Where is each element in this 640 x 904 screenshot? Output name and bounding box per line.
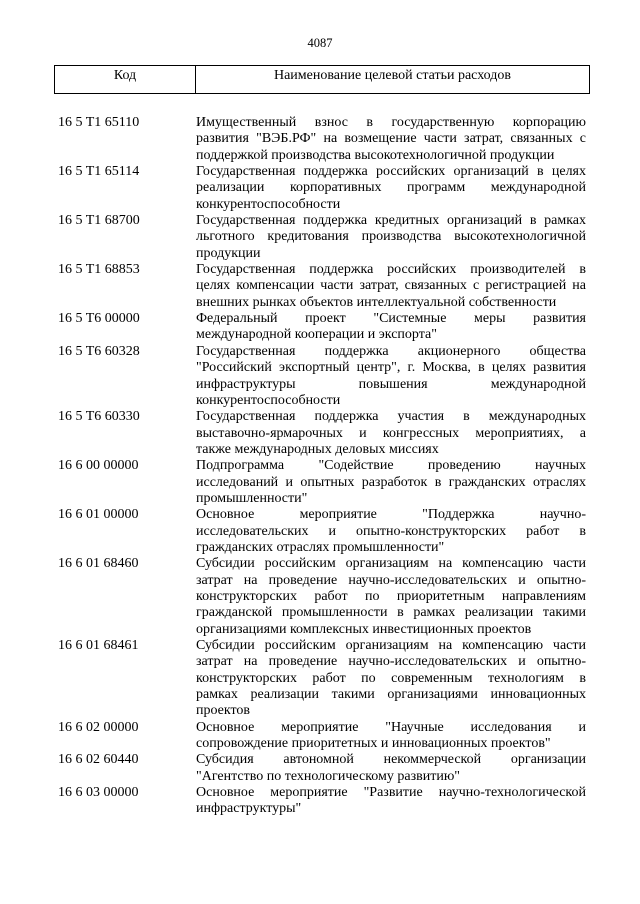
row-code: 16 5 T6 00000 xyxy=(58,311,140,327)
row-name-line: поддержкой производства высокотехнологичной продукции xyxy=(196,147,555,163)
row-code: 16 6 01 00000 xyxy=(58,507,139,523)
row-name-line: конкурентоспособности xyxy=(196,196,341,212)
row-name-line: Имущественный взнос в государственную корпорацию xyxy=(196,115,586,130)
row-name-line: также международных деловых миссиях xyxy=(196,441,439,457)
row-name-line: Субсидия автономной некоммерческой организации xyxy=(196,752,586,768)
row-name-line: продукции xyxy=(196,245,261,261)
row-name-line: Подпрограмма "Содействие проведению научных xyxy=(196,458,586,474)
row-name-line: инфраструктуры" xyxy=(196,801,302,817)
table-row xyxy=(0,262,640,311)
row-name-line: сопровождение приоритетных и инновационных проектов" xyxy=(196,736,551,752)
row-code: 16 5 T6 60330 xyxy=(58,409,140,425)
row-name-line: инфраструктуры повышения международной xyxy=(196,376,586,392)
table-row xyxy=(0,785,640,818)
row-name xyxy=(196,556,586,638)
row-name xyxy=(196,458,586,507)
row-name-line: Государственная поддержка кредитных организаций в рамках xyxy=(196,213,586,229)
row-name xyxy=(196,115,586,164)
row-name-line: организациями комплексных инвестиционных проектов xyxy=(196,621,532,637)
table-row xyxy=(0,638,640,720)
row-name xyxy=(196,311,586,344)
table-row xyxy=(0,752,640,785)
row-name-line: Федеральный проект "Системные меры развития xyxy=(196,311,586,327)
row-name-line: гражданских отраслях промышленности" xyxy=(196,539,445,555)
table-header xyxy=(54,65,590,94)
row-name-line: внешних рынках объектов интеллектуальной собственности xyxy=(196,294,557,310)
row-code: 16 5 T1 65110 xyxy=(58,115,140,130)
row-name-line: конструкторских работ по современным технологиям в xyxy=(196,670,586,686)
row-code: 16 6 01 68461 xyxy=(58,638,139,653)
table-row xyxy=(0,720,640,753)
row-name-line: Основное мероприятие "Научные исследования и xyxy=(196,719,586,735)
row-name xyxy=(196,638,586,720)
row-name-line: "Российский экспортный центр", г. Москва, в целях развития xyxy=(196,360,586,376)
row-name-line: Государственная поддержка российских организаций в целях xyxy=(196,164,586,180)
row-name-line: проектов xyxy=(196,703,251,719)
row-name-line: целях компенсации части затрат, связанных с регистрацией на xyxy=(196,278,586,294)
row-name xyxy=(196,507,586,556)
row-name-line: промышленности" xyxy=(196,490,308,506)
row-name-line: рамках реализации такими организациями инновационных xyxy=(196,687,586,703)
row-code: 16 6 01 68460 xyxy=(58,556,139,572)
row-name-line: затрат на проведение научно-исследовательских и опытно- xyxy=(196,572,586,588)
row-code: 16 5 T1 65114 xyxy=(58,164,140,180)
budget-items-list xyxy=(0,115,640,818)
row-name-line: льготного кредитования производства высокотехнологичной xyxy=(196,229,586,245)
row-name xyxy=(196,785,586,818)
row-name-line: гражданской промышленности в рамках реализации такими xyxy=(196,605,586,621)
row-name xyxy=(196,720,586,753)
row-name-line: "Агентство по технологическому развитию" xyxy=(196,768,461,784)
row-name xyxy=(196,752,586,785)
row-name-line: реализации корпоративных программ международной xyxy=(196,180,586,196)
row-name-line: Субсидии российским организациям на компенсацию части xyxy=(196,638,586,653)
row-name xyxy=(196,164,586,213)
page-number: 4087 xyxy=(307,36,333,50)
row-name-line: Государственная поддержка акционерного общества xyxy=(196,343,586,359)
row-code: 16 5 T1 68700 xyxy=(58,213,140,229)
table-row xyxy=(0,115,640,164)
row-code: 16 6 03 00000 xyxy=(58,785,139,801)
row-name xyxy=(196,262,586,311)
row-name-line: развития "ВЭБ.РФ" на возмещение части затрат, связанных с xyxy=(196,131,586,147)
table-row xyxy=(0,458,640,507)
row-code: 16 5 T6 60328 xyxy=(58,343,140,359)
row-name-line: выставочно-ярмарочных и конгрессных мероприятиях, а xyxy=(196,425,586,441)
table-row xyxy=(0,556,640,638)
row-code: 16 6 02 60440 xyxy=(58,752,139,768)
row-name-line: Основное мероприятие "Поддержка научно- xyxy=(196,507,586,523)
row-name xyxy=(196,213,586,262)
row-code: 16 5 T1 68853 xyxy=(58,262,140,278)
table-row xyxy=(0,213,640,262)
header-name-column: Наименование целевой статьи расходов xyxy=(273,68,512,83)
row-name-line: Субсидии российским организациям на компенсацию части xyxy=(196,556,586,572)
row-name-line: конструкторских работ по приоритетным направлениям xyxy=(196,588,586,604)
row-name xyxy=(196,409,586,458)
row-code: 16 6 02 00000 xyxy=(58,719,139,735)
table-row xyxy=(0,409,640,458)
header-code-column: Код xyxy=(55,66,196,93)
table-row xyxy=(0,344,640,409)
row-name-line: исследований и опытных разработок в гражданских отраслях xyxy=(196,474,586,490)
row-name-line: затрат на проведение научно-исследовательских и опытно- xyxy=(196,654,586,670)
table-row xyxy=(0,164,640,213)
row-name-line: Государственная поддержка российских производителей в xyxy=(196,262,586,278)
row-name-line: исследовательских и опытно-конструкторских работ в xyxy=(196,523,586,539)
row-name-line: конкурентоспособности xyxy=(196,392,341,408)
row-name xyxy=(196,344,586,409)
row-code: 16 6 00 00000 xyxy=(58,458,139,474)
table-row xyxy=(0,507,640,556)
row-name-line: Государственная поддержка участия в международных xyxy=(196,409,586,425)
table-row xyxy=(0,311,640,344)
row-name-line: международной кооперации и экспорта" xyxy=(196,327,437,343)
row-name-line: Основное мероприятие "Развитие научно-технологической xyxy=(196,785,586,801)
